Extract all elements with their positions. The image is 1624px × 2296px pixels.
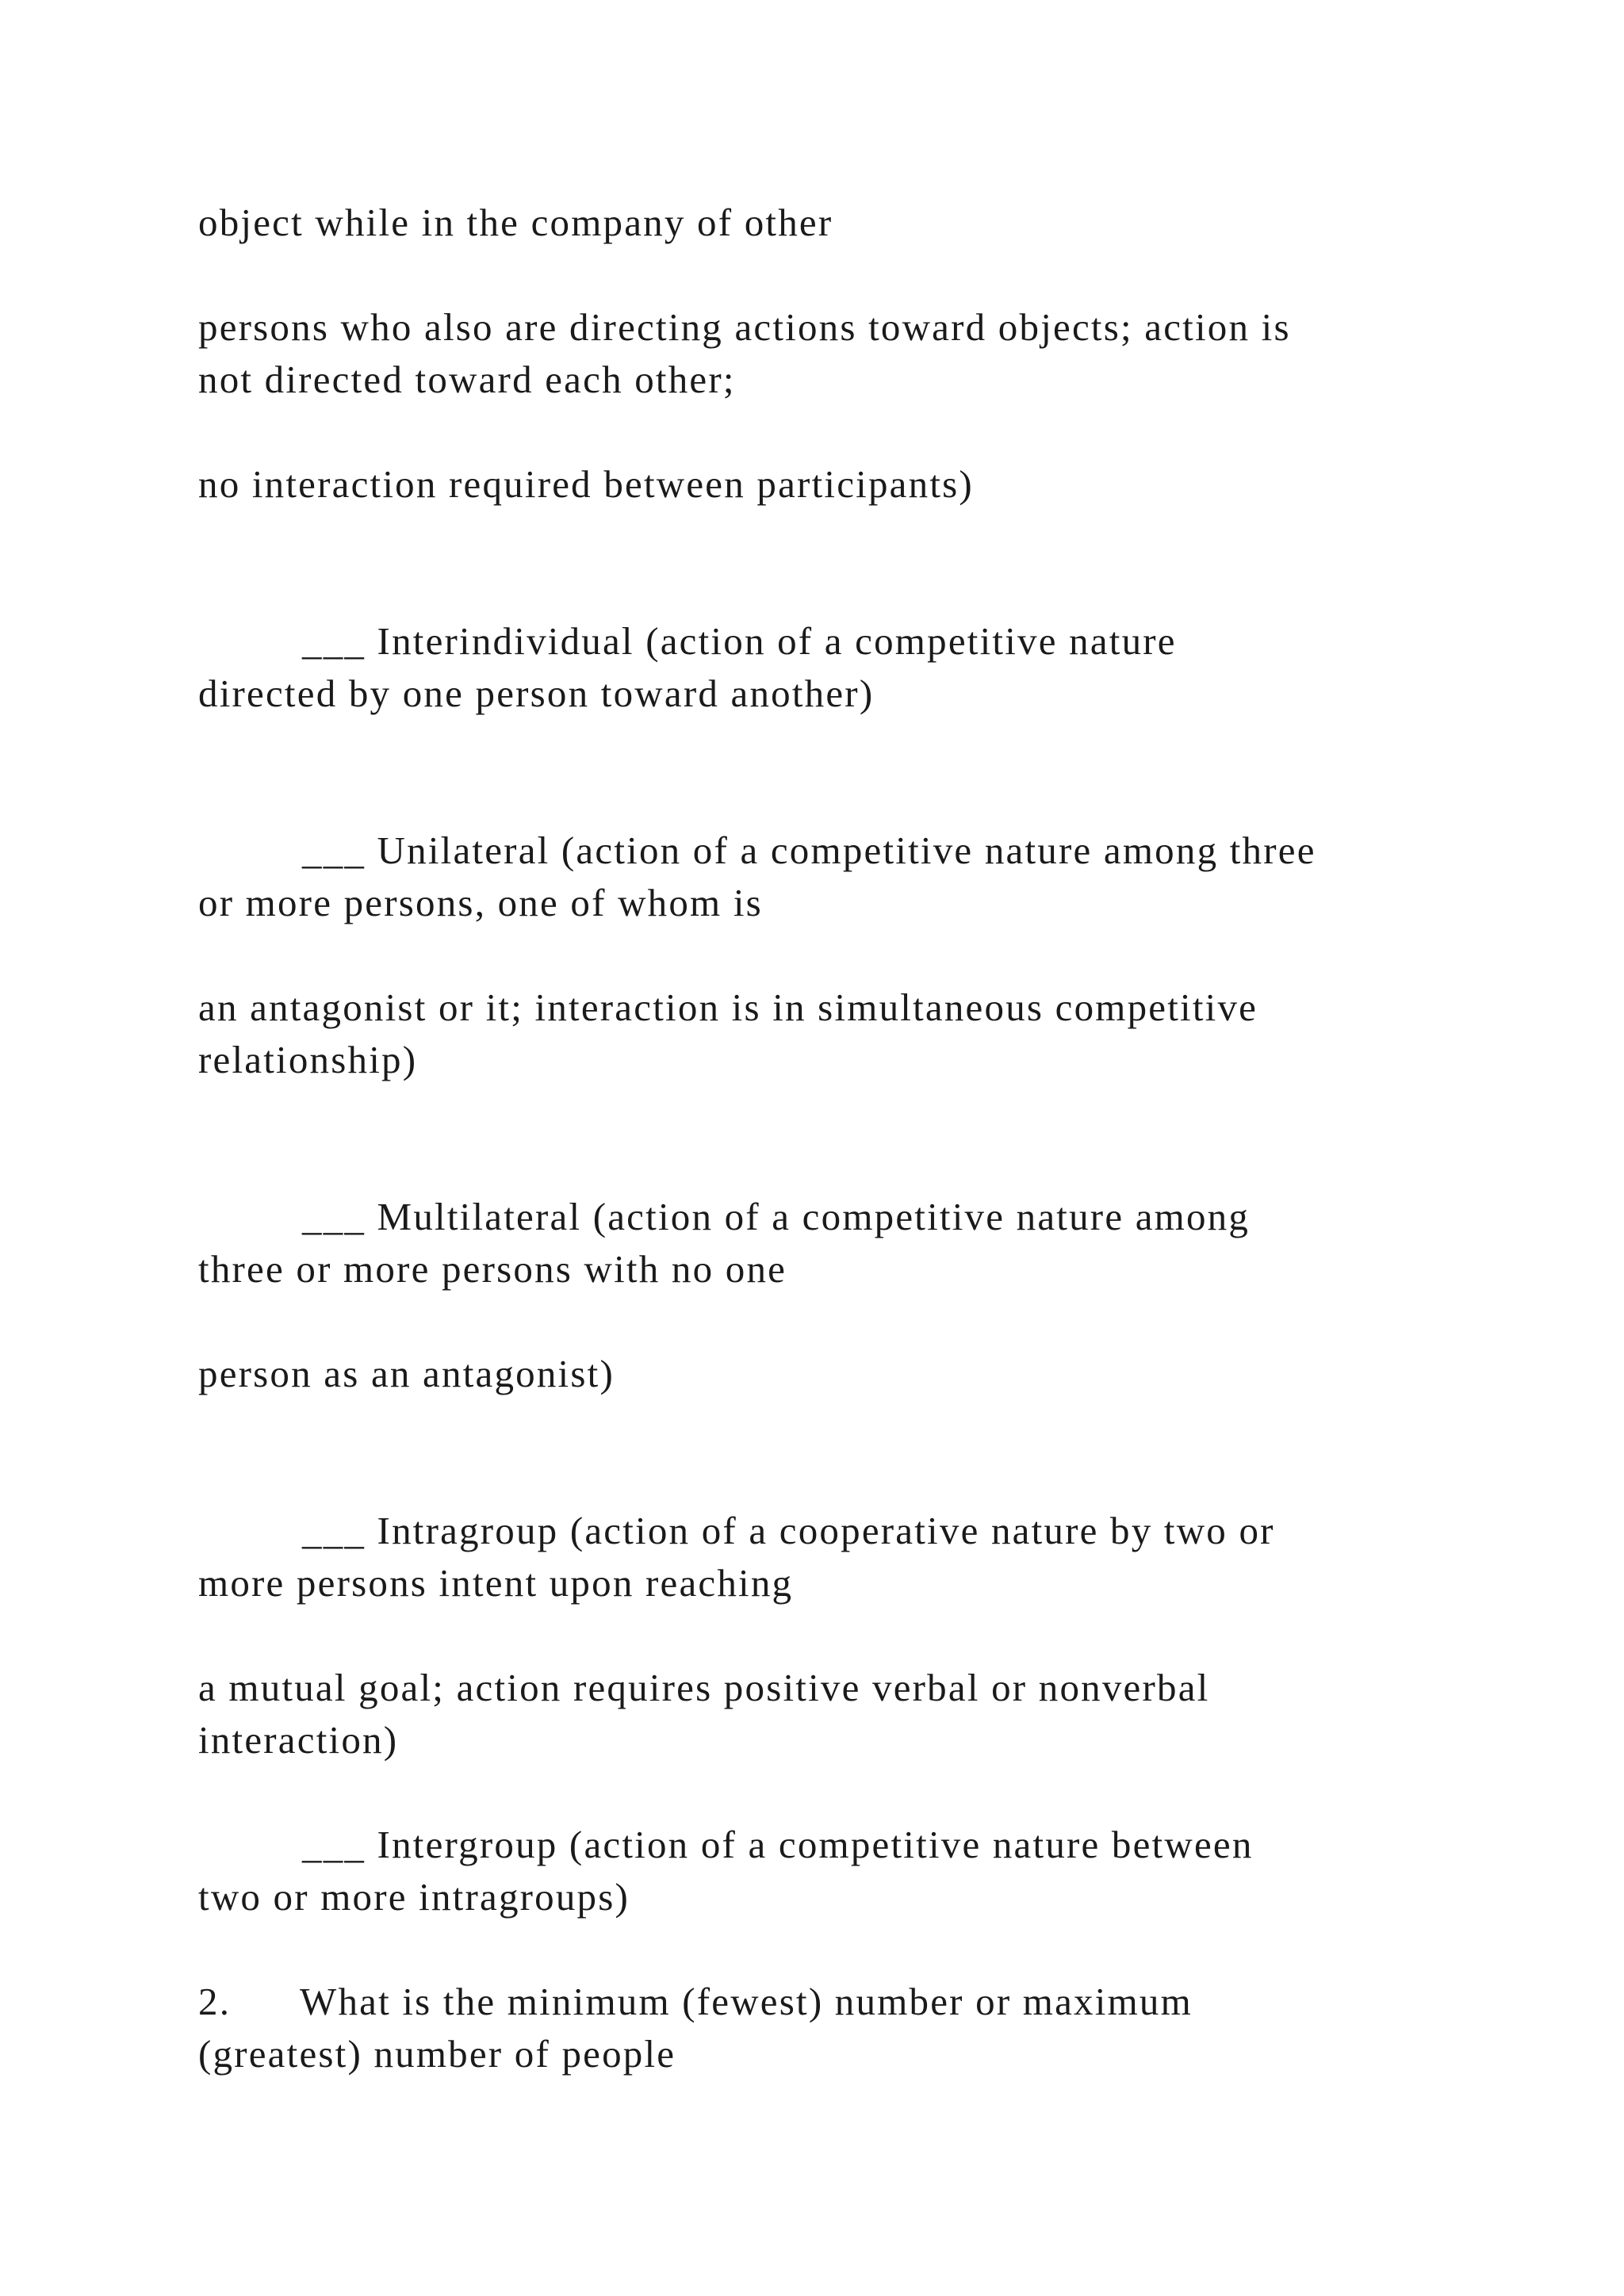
question-line [198,1976,1193,2028]
text-line [198,1505,1275,1557]
text-line: a mutual goal; action requires positive verbal or nonverbal [198,1666,1210,1709]
text-line: or more persons, one of whom is [198,881,763,924]
option-intergroup: ___ Intergroup (action of a competitive nature between [302,1823,1254,1866]
text-line [198,1191,1250,1243]
question-text: What is the minimum (fewest) number or maximum [300,1980,1193,2023]
text-line: relationship) [198,1038,418,1081]
text-line [198,1819,1254,1871]
option-unilateral: ___ Unilateral (action of a competitive nature among three [302,828,1316,872]
option-intragroup: ___ Intragroup (action of a cooperative nature by two or [302,1509,1275,1552]
text-line: more persons intent upon reaching [198,1561,794,1605]
text-line [198,615,1177,668]
text-line: interaction) [198,1718,399,1762]
text-line [198,825,1316,877]
text-line: no interaction required between participants) [198,462,974,506]
text-line: three or more persons with no one [198,1247,787,1291]
option-multilateral: ___ Multilateral (action of a competitive nature among [302,1195,1251,1238]
text-line: object while in the company of other [198,201,833,244]
text-line: directed by one person toward another) [198,672,875,715]
text-line: an antagonist or it; interaction is in simultaneous competitive [198,985,1258,1029]
option-interindividual: ___ Interindividual (action of a competitive nature [302,619,1177,663]
text-line: person as an antagonist) [198,1352,615,1395]
text-line: (greatest) number of people [198,2032,676,2076]
text-line: not directed toward each other; [198,358,736,401]
question-number: 2. [198,1980,232,2023]
text-line: two or more intragroups) [198,1875,630,1919]
text-line: persons who also are directing actions toward objects; action is [198,305,1291,349]
